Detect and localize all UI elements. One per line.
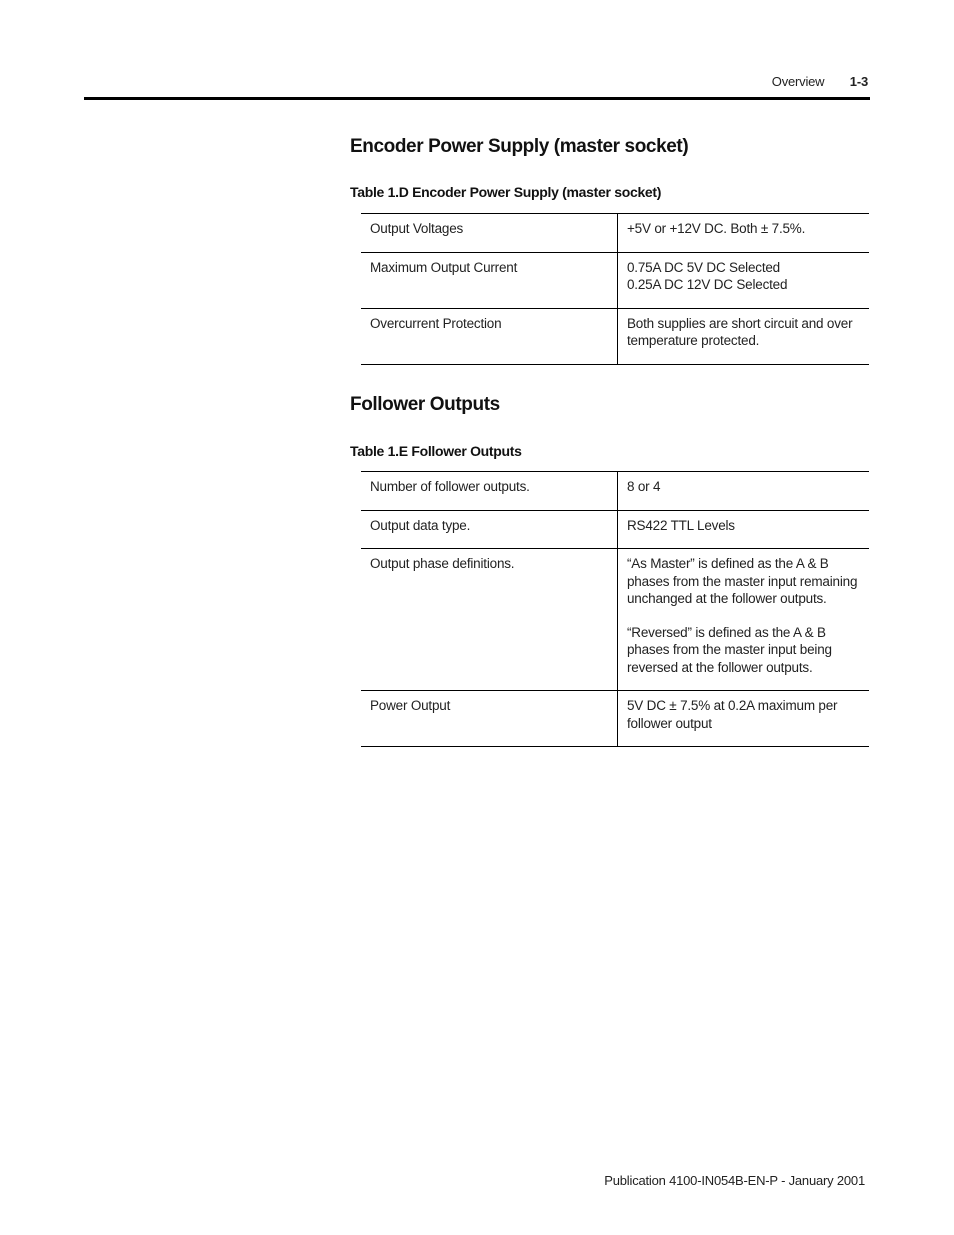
page-number: 1-3 [849,74,868,89]
table-caption-1e: Table 1.E Follower Outputs [350,443,522,459]
value-line: reversed at the follower outputs. [627,659,813,675]
value-line: +5V or +12V DC. Both ± 7.5%. [627,221,806,236]
value-line: 0.25A DC 12V DC Selected [627,277,788,292]
table-caption-1d: Table 1.D Encoder Power Supply (master socket) [350,184,662,200]
row-label: Power Output [361,691,618,747]
table-row [361,214,869,253]
row-value [618,308,870,364]
table-row [361,510,869,549]
value-line: Both supplies are short circuit and over [627,315,853,331]
value-line: follower output [627,715,712,731]
value-line: phases from the master input remaining [627,573,858,589]
section-heading-follower-outputs: Follower Outputs [350,394,500,415]
row-value [618,214,870,253]
row-label: Output data type. [361,510,618,549]
table-row [361,549,869,691]
row-label: Output phase definitions. [361,549,618,691]
table-row [361,308,869,364]
row-value [618,691,870,747]
value-line: 5V DC ± 7.5% at 0.2A maximum per [627,698,838,713]
row-label: Output Voltages [361,214,618,253]
publication-footer: Publication 4100-IN054B-EN-P - January 2001 [604,1173,865,1188]
row-label: Maximum Output Current [361,252,618,308]
header-rule [84,97,870,100]
row-value [618,549,870,691]
value-line: temperature protected. [627,333,760,348]
running-header [772,74,868,89]
row-value [618,510,870,549]
table-follower-outputs [361,471,869,747]
paragraph-gap [627,608,860,624]
value-line: 8 or 4 [627,479,661,494]
value-line: phases from the master input being [627,642,832,657]
section-heading-encoder-power-supply: Encoder Power Supply (master socket) [350,136,689,157]
row-label: Overcurrent Protection [361,308,618,364]
value-line: 0.75A DC 5V DC Selected [627,259,780,275]
value-line: RS422 TTL Levels [627,517,735,533]
table-row [361,691,869,747]
row-value [618,252,870,308]
value-line: unchanged at the follower outputs. [627,591,827,606]
value-line: “Reversed” is defined as the A & B [627,624,826,640]
header-section-title: Overview [771,74,825,89]
table-encoder-power-supply [361,213,869,365]
value-line: “As Master” is defined as the A & B [627,556,829,571]
table-row [361,252,869,308]
row-value [618,472,870,511]
table-row [361,472,869,511]
row-label: Number of follower outputs. [361,472,618,511]
